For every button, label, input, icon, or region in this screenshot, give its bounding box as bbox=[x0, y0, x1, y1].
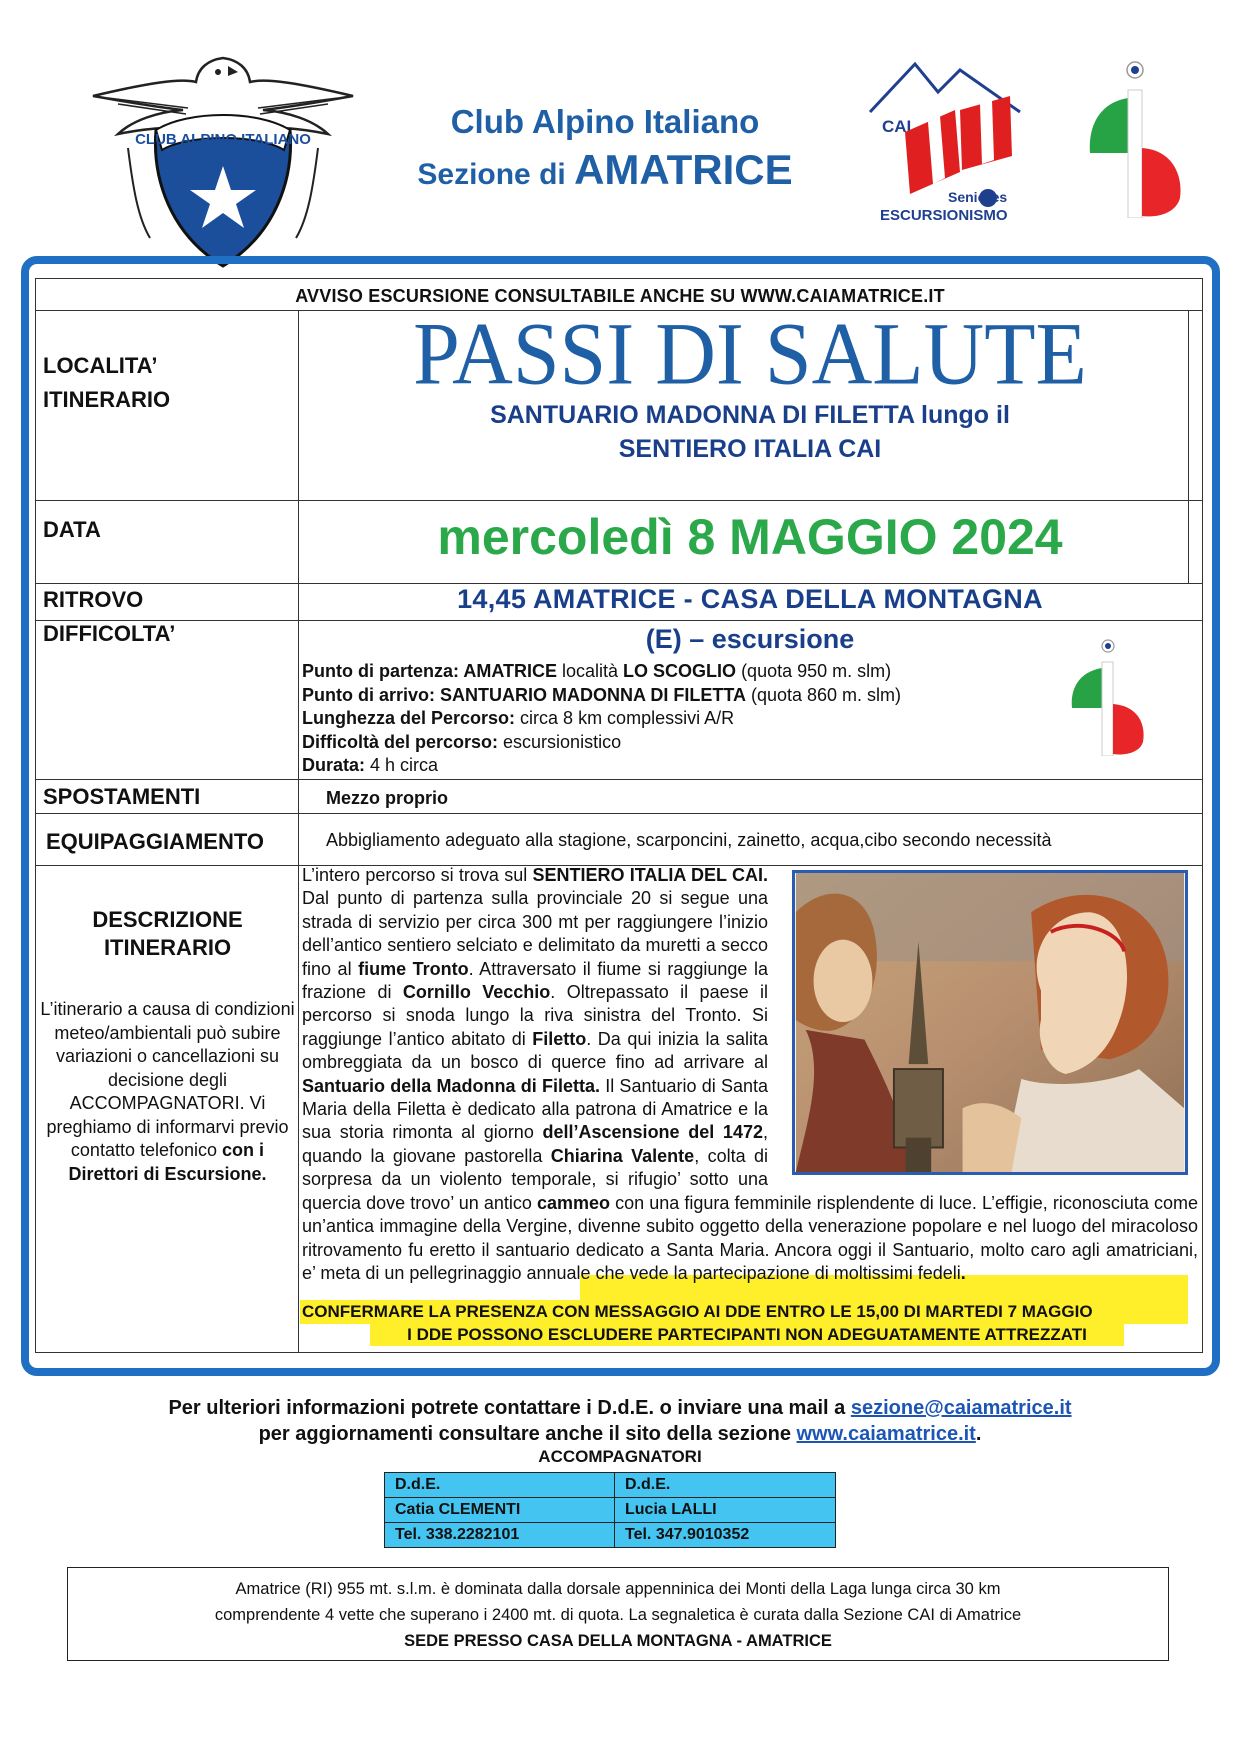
guide-role: D.d.E. bbox=[385, 1473, 615, 1498]
grid-line bbox=[298, 310, 299, 1353]
sentiero-italia-small-logo bbox=[1070, 638, 1146, 756]
confirm-attendance-notice: CONFERMARE LA PRESENZA CON MESSAGGIO AI DDE ENTRO LE 15,00 DI MARTEDI 7 MAGGIO bbox=[300, 1300, 1188, 1324]
guide-name: Catia CLEMENTI bbox=[385, 1498, 615, 1523]
grid-line bbox=[35, 278, 1203, 279]
detail-length: Lunghezza del Percorso: circa 8 km complessivi A/R bbox=[302, 708, 735, 728]
event-title: PASSI DI SALUTE bbox=[413, 305, 1087, 404]
equipment-warning-notice: I DDE POSSONO ESCLUDERE PARTECIPANTI NON ADEGUATAMENTE ATTREZZATI bbox=[370, 1324, 1124, 1346]
label-localita: LOCALITA’ bbox=[43, 353, 158, 378]
detail-end: Punto di arrivo: SANTUARIO MADONNA DI FILETTA (quota 860 m. slm) bbox=[302, 684, 902, 705]
label-equipaggiamento: EQUIPAGGIAMENTO bbox=[46, 829, 264, 854]
detail-difficulty: Difficoltà del percorso: escursionistico bbox=[302, 731, 622, 752]
transport-value: Mezzo proprio bbox=[326, 788, 448, 808]
logo-text: CLUB ALPINO ITALIANO bbox=[135, 131, 311, 148]
contact-info: Per ulteriori informazioni potrete contattare i D.d.E. o inviare una mail a sezione@caiamatrice.it per aggiornamenti consultare anche il sito della sezione www.caiamatrice.it. bbox=[168, 1397, 1072, 1445]
guide-phone: Tel. 347.9010352 bbox=[615, 1523, 836, 1548]
svg-text:ESCURSIONISMO: ESCURSIONISMO bbox=[880, 207, 1008, 224]
grid-line bbox=[35, 779, 1203, 780]
website-link[interactable]: www.caiamatrice.it bbox=[796, 1423, 976, 1445]
difficulty-title: (E) – escursione bbox=[645, 624, 855, 654]
svg-text:CAI: CAI bbox=[882, 117, 912, 136]
grid-line bbox=[35, 278, 36, 1353]
label-itinerario: ITINERARIO bbox=[43, 387, 171, 412]
event-subtitle: SANTUARIO MADONNA DI FILETTA lungo il SENTIERO ITALIA CAI bbox=[490, 401, 1010, 463]
grid-line bbox=[1202, 278, 1203, 1353]
grid-line bbox=[35, 620, 1203, 621]
email-link[interactable]: sezione@caiamatrice.it bbox=[850, 1397, 1072, 1419]
detail-duration: Durata: 4 h circa bbox=[302, 755, 439, 775]
equipment-value: Abbigliamento adeguato alla stagione, scarponcini, zainetto, acqua,cibo secondo necessità bbox=[326, 830, 1052, 850]
guides-table bbox=[384, 1472, 836, 1548]
box-line: Amatrice (RI) 955 mt. s.l.m. è dominata dalla dorsale appenninica dei Monti della Laga lunga circa 30 km bbox=[235, 1580, 1001, 1598]
event-date: mercoledì 8 MAGGIO 2024 bbox=[437, 509, 1063, 565]
svg-text:Seniores: Seniores bbox=[948, 189, 1008, 205]
label-spostamenti: SPOSTAMENTI bbox=[43, 784, 201, 809]
grid-line bbox=[35, 500, 1203, 501]
organization-title bbox=[360, 100, 850, 201]
amatrice-info-box bbox=[67, 1567, 1169, 1661]
seniores-escursionismo-logo bbox=[860, 52, 1030, 227]
headquarters-line: SEDE PRESSO CASA DELLA MONTAGNA - AMATRICE bbox=[404, 1632, 832, 1650]
sentiero-italia-logo bbox=[1088, 58, 1183, 218]
table-row bbox=[385, 1498, 836, 1523]
guide-name: Lucia LALLI bbox=[615, 1498, 836, 1523]
route-details bbox=[302, 660, 1062, 778]
detail-start: Punto di partenza: AMATRICE località LO SCOGLIO (quota 950 m. slm) bbox=[302, 661, 892, 681]
table-row bbox=[385, 1473, 836, 1498]
guide-role: D.d.E. bbox=[615, 1473, 836, 1498]
org-name: Club Alpino Italiano bbox=[450, 103, 760, 140]
notice-banner: AVVISO ESCURSIONE CONSULTABILE ANCHE SU WWW.CAIAMATRICE.IT bbox=[295, 286, 945, 306]
label-ritrovo: RITROVO bbox=[43, 587, 144, 612]
label-data: DATA bbox=[43, 517, 101, 542]
grid-line bbox=[35, 1352, 1203, 1353]
box-line: comprendente 4 vette che superano i 2400 mt. di quota. La segnaletica è curata dalla Sezione CAI di Amatrice bbox=[214, 1606, 1022, 1624]
table-row bbox=[385, 1523, 836, 1548]
weather-note: L’itinerario a causa di condizioni meteo/ambientali può subire variazioni o cancellazioni su decisione degli ACCOMPAGNATORI. Vi preghiamo di informarvi previo contatto telefonico con i Direttori di Escursione. bbox=[40, 999, 295, 1184]
description-body: L’intero percorso si trova sul SENTIERO ITALIA DEL CAI. Dal punto di partenza sulla provinciale 20 si segue una strada di servizio per circa 300 mt per raggiungere l’inizio dell’antico sentiero selciato e delimitato da muretti a secco fino al fiume Tronto. Attraversato il fiume si raggiunge la frazione di Cornillo Vecchio. Oltrepassato il paese il percorso si snoda lungo la riva sinistra del Tronto. Si raggiunge l’antico abitato di Filetto. Da qui inizia la salita ombreggiata da un bosco di querce fino ad arrivare al Santuario della Madonna di Filetta. Il Santuario di Santa Maria della Filetta è dedicato alla patrona di Amatrice e la sua storia rimonta al giorno dell’Ascensione del 1472, quando la giovane pastorella Chiarina Valente, colta di sorpresa da un violento temporale, si rifugio’ sotto una quercia dove trovo’ un antico cammeo con una figura femminile risplendente di luce. L’effigie, riconosciuta come un’antica immagine della Vergine, divenne subito oggetto della venerazione popolare e nel luogo del miracoloso ritrovamento fu eretto il santuario dedicato a Santa Maria. Ancora oggi il Santuario, molto caro agli amatriciani, e’ meta di un pellegrinaggio annuale che vede la partecipazione di moltissimi fedeli. bbox=[302, 865, 1198, 1283]
meeting-point: 14,45 AMATRICE - CASA DELLA MONTAGNA bbox=[457, 584, 1043, 614]
guide-phone: Tel. 338.2282101 bbox=[385, 1523, 615, 1548]
label-difficolta: DIFFICOLTA’ bbox=[43, 621, 176, 646]
madonna-fresco-image bbox=[792, 870, 1188, 1175]
section-name: Sezione di AMATRICE bbox=[417, 146, 793, 193]
grid-line bbox=[35, 813, 1203, 814]
cai-eagle-logo bbox=[88, 38, 358, 288]
description-title: DESCRIZIONE ITINERARIO bbox=[92, 907, 243, 960]
guides-title: ACCOMPAGNATORI bbox=[538, 1447, 702, 1466]
